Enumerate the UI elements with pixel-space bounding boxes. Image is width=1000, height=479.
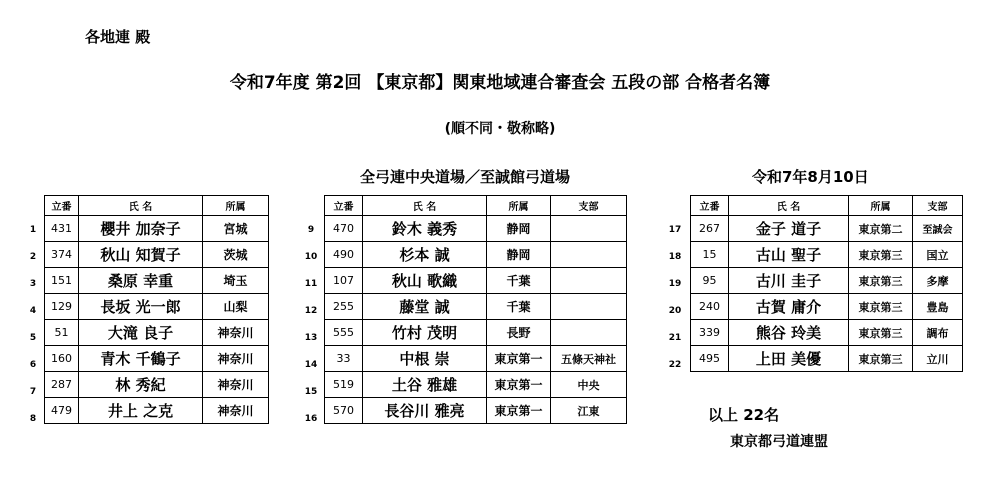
entry-number: 151	[45, 268, 79, 294]
entry-number: 51	[45, 320, 79, 346]
branch: 立川	[913, 346, 963, 372]
branch	[551, 216, 627, 242]
entry-number: 339	[691, 320, 729, 346]
column-header-no: 立番	[45, 196, 79, 216]
affiliation: 東京第三	[849, 320, 913, 346]
candidate-name: 古山 聖子	[729, 242, 849, 268]
entry-number: 479	[45, 398, 79, 424]
row-number: 15	[304, 387, 318, 397]
candidate-name: 上田 美優	[729, 346, 849, 372]
total-count: 以上 22名	[708, 406, 780, 424]
candidate-name: 藤堂 誠	[363, 294, 487, 320]
entry-number: 374	[45, 242, 79, 268]
affiliation: 千葉	[487, 268, 551, 294]
table-row	[45, 346, 269, 372]
table-row	[691, 216, 963, 242]
table-row	[45, 372, 269, 398]
branch	[551, 242, 627, 268]
affiliation: 東京第三	[849, 346, 913, 372]
affiliation: 神奈川	[203, 372, 269, 398]
table-row	[325, 294, 627, 320]
row-number: 6	[29, 360, 37, 370]
entry-number: 240	[691, 294, 729, 320]
column-header-affiliation: 所属	[849, 196, 913, 216]
row-number: 4	[29, 306, 37, 316]
affiliation: 山梨	[203, 294, 269, 320]
row-number: 18	[668, 252, 682, 262]
roster-table-2	[324, 195, 627, 424]
entry-number: 495	[691, 346, 729, 372]
entry-number: 107	[325, 268, 363, 294]
affiliation: 静岡	[487, 216, 551, 242]
branch: 豊島	[913, 294, 963, 320]
issuing-federation: 東京都弓道連盟	[730, 434, 828, 450]
entry-number: 129	[45, 294, 79, 320]
candidate-name: 秋山 歌織	[363, 268, 487, 294]
branch: 江東	[551, 398, 627, 424]
roster-table-3	[690, 195, 963, 372]
entry-number: 570	[325, 398, 363, 424]
column-header-affiliation: 所属	[203, 196, 269, 216]
affiliation: 東京第一	[487, 346, 551, 372]
row-number: 7	[29, 387, 37, 397]
candidate-name: 鈴木 義秀	[363, 216, 487, 242]
affiliation: 千葉	[487, 294, 551, 320]
table-row	[45, 268, 269, 294]
branch: 国立	[913, 242, 963, 268]
branch	[551, 320, 627, 346]
candidate-name: 長坂 光一郎	[79, 294, 203, 320]
column-header-branch: 支部	[551, 196, 627, 216]
entry-number: 95	[691, 268, 729, 294]
entry-number: 15	[691, 242, 729, 268]
entry-number: 287	[45, 372, 79, 398]
branch	[551, 294, 627, 320]
branch: 中央	[551, 372, 627, 398]
column-header-name: 氏 名	[729, 196, 849, 216]
affiliation: 神奈川	[203, 346, 269, 372]
table-row	[325, 346, 627, 372]
column-header-affiliation: 所属	[487, 196, 551, 216]
entry-number: 470	[325, 216, 363, 242]
row-number: 12	[304, 306, 318, 316]
affiliation: 東京第二	[849, 216, 913, 242]
row-number: 11	[304, 279, 318, 289]
candidate-name: 杉本 誠	[363, 242, 487, 268]
table-row	[325, 242, 627, 268]
table-row	[325, 320, 627, 346]
entry-number: 519	[325, 372, 363, 398]
table-row	[691, 294, 963, 320]
table-header-row	[691, 196, 963, 216]
affiliation: 長野	[487, 320, 551, 346]
candidate-name: 大滝 良子	[79, 320, 203, 346]
affiliation: 茨城	[203, 242, 269, 268]
venue-label: 全弓連中央道場／至誠館弓道場	[360, 168, 571, 186]
column-header-name: 氏 名	[363, 196, 487, 216]
candidate-name: 秋山 知賀子	[79, 242, 203, 268]
branch: 五條天神社	[551, 346, 627, 372]
branch: 調布	[913, 320, 963, 346]
branch: 多摩	[913, 268, 963, 294]
candidate-name: 櫻井 加奈子	[79, 216, 203, 242]
affiliation: 東京第三	[849, 242, 913, 268]
candidate-name: 熊谷 玲美	[729, 320, 849, 346]
entry-number: 490	[325, 242, 363, 268]
entry-number: 267	[691, 216, 729, 242]
row-number: 3	[29, 279, 37, 289]
table-row	[325, 268, 627, 294]
candidate-name: 竹村 茂明	[363, 320, 487, 346]
candidate-name: 林 秀紀	[79, 372, 203, 398]
table-header-row	[325, 196, 627, 216]
affiliation: 神奈川	[203, 398, 269, 424]
row-number: 10	[304, 252, 318, 262]
row-number: 20	[668, 306, 682, 316]
candidate-name: 青木 千鶴子	[79, 346, 203, 372]
row-number: 21	[668, 333, 682, 343]
row-number: 14	[304, 360, 318, 370]
candidate-name: 中根 崇	[363, 346, 487, 372]
table-row	[325, 372, 627, 398]
column-header-no: 立番	[325, 196, 363, 216]
roster-table-1	[44, 195, 269, 424]
affiliation: 神奈川	[203, 320, 269, 346]
exam-date: 令和7年8月10日	[752, 168, 869, 186]
candidate-name: 金子 道子	[729, 216, 849, 242]
affiliation: 東京第一	[487, 372, 551, 398]
row-number: 2	[29, 252, 37, 262]
table-row	[691, 268, 963, 294]
candidate-name: 古賀 庸介	[729, 294, 849, 320]
row-number: 16	[304, 414, 318, 424]
row-number: 8	[29, 414, 37, 424]
candidate-name: 長谷川 雅亮	[363, 398, 487, 424]
row-number: 5	[29, 333, 37, 343]
table-header-row	[45, 196, 269, 216]
table-row	[325, 216, 627, 242]
entry-number: 431	[45, 216, 79, 242]
affiliation: 東京第三	[849, 294, 913, 320]
affiliation: 埼玉	[203, 268, 269, 294]
row-number: 22	[668, 360, 682, 370]
candidate-name: 古川 圭子	[729, 268, 849, 294]
table-row	[45, 294, 269, 320]
branch: 至誠会	[913, 216, 963, 242]
entry-number: 33	[325, 346, 363, 372]
table-row	[691, 346, 963, 372]
affiliation: 宮城	[203, 216, 269, 242]
addressee: 各地連 殿	[85, 28, 151, 46]
table-row	[45, 320, 269, 346]
row-number: 13	[304, 333, 318, 343]
column-header-branch: 支部	[913, 196, 963, 216]
table-row	[691, 320, 963, 346]
document-title: 令和7年度 第2回 【東京都】関東地域連合審査会 五段の部 合格者名簿	[229, 73, 771, 93]
entry-number: 255	[325, 294, 363, 320]
candidate-name: 桑原 幸重	[79, 268, 203, 294]
entry-number: 555	[325, 320, 363, 346]
table-row	[45, 398, 269, 424]
branch	[551, 268, 627, 294]
table-row	[45, 216, 269, 242]
table-row	[691, 242, 963, 268]
column-header-name: 氏 名	[79, 196, 203, 216]
affiliation: 東京第三	[849, 268, 913, 294]
row-number: 17	[668, 225, 682, 235]
row-number: 9	[307, 225, 315, 235]
table-row	[45, 242, 269, 268]
candidate-name: 土谷 雅雄	[363, 372, 487, 398]
row-number: 19	[668, 279, 682, 289]
column-header-no: 立番	[691, 196, 729, 216]
candidate-name: 井上 之克	[79, 398, 203, 424]
table-row	[325, 398, 627, 424]
affiliation: 静岡	[487, 242, 551, 268]
affiliation: 東京第一	[487, 398, 551, 424]
row-number: 1	[29, 225, 37, 235]
entry-number: 160	[45, 346, 79, 372]
document-subtitle: (順不同・敬称略)	[444, 121, 556, 137]
